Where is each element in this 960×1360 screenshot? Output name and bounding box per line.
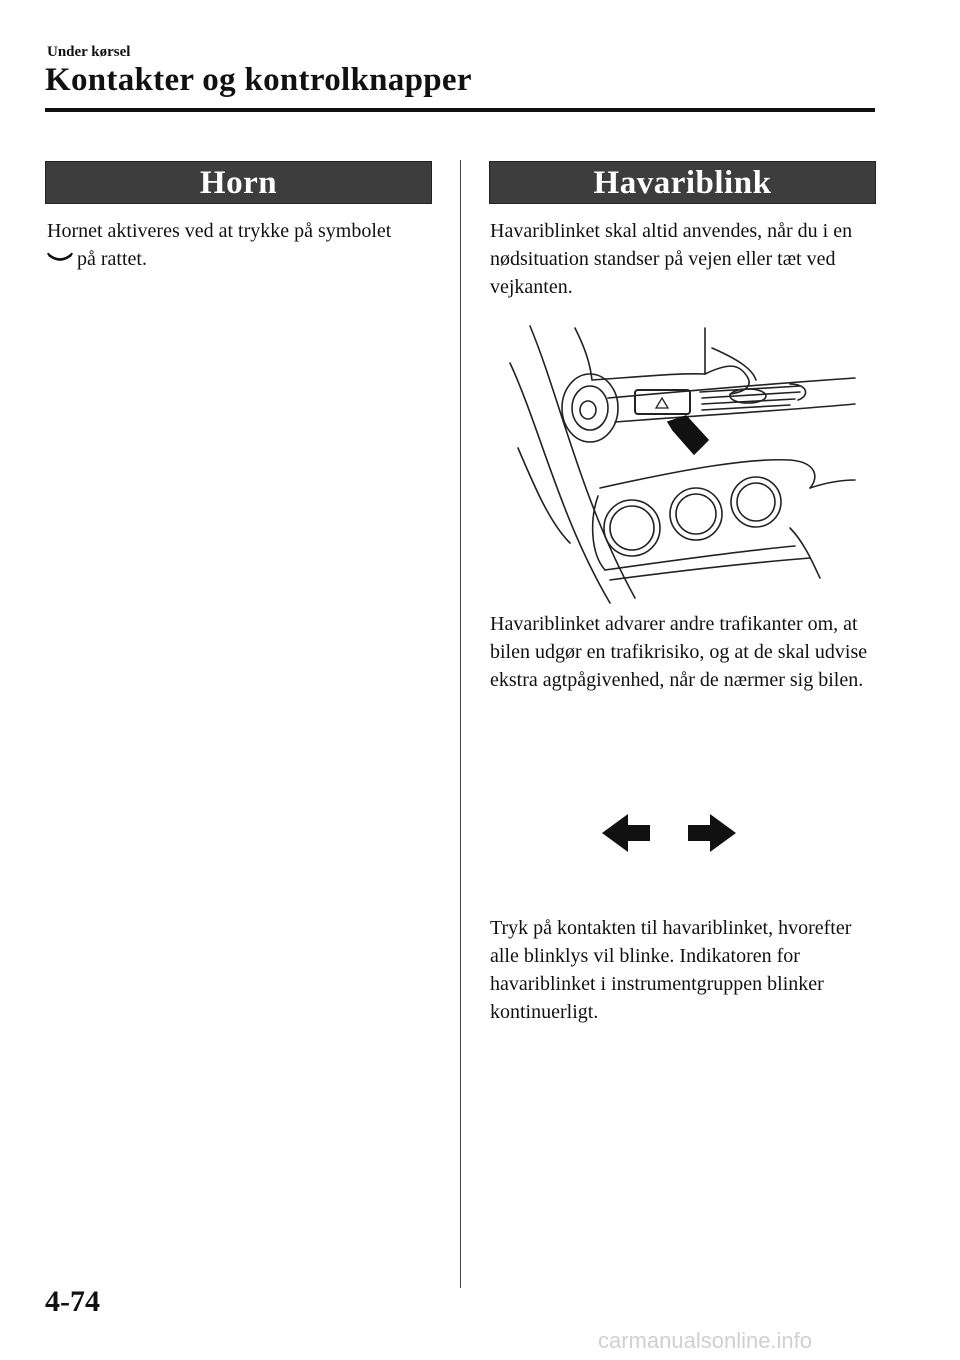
horn-text-before-icon: Hornet aktiveres ved at trykke på symbolet	[47, 220, 392, 242]
horn-paragraph	[47, 217, 437, 274]
page-title: Kontakter og kontrolknapper	[45, 62, 472, 98]
turn-signal-arrows-icon	[600, 812, 740, 859]
column-divider	[460, 160, 461, 1288]
section-label: Under kørsel	[47, 44, 131, 60]
horn-heading: Horn	[45, 161, 432, 204]
havariblink-heading: Havariblink	[489, 161, 876, 204]
havariblink-paragraph-2: Havariblinket advarer andre trafikanter om, at bilen udgør en trafikrisiko, og at de skal udvise ekstra agtpågivenhed, når de nærmer sig bilen.	[490, 613, 868, 691]
page-number: 4-74	[45, 1285, 100, 1318]
title-rule	[45, 108, 875, 112]
watermark: carmanualsonline.info	[598, 1328, 813, 1353]
horn-text-after-icon: på rattet.	[77, 248, 147, 270]
havariblink-paragraph-3: Tryk på kontakten til havariblinket, hvorefter alle blinklys vil blinke. Indikatoren for havariblinket i instrumentgruppen blinker kontinuerligt.	[490, 917, 852, 1023]
horn-icon	[47, 246, 73, 274]
havariblink-paragraph-1: Havariblinket skal altid anvendes, når du i en nødsituation standser på vejen eller tæt ved vejkanten.	[490, 220, 853, 298]
hazard-switch-illustration	[490, 318, 870, 613]
